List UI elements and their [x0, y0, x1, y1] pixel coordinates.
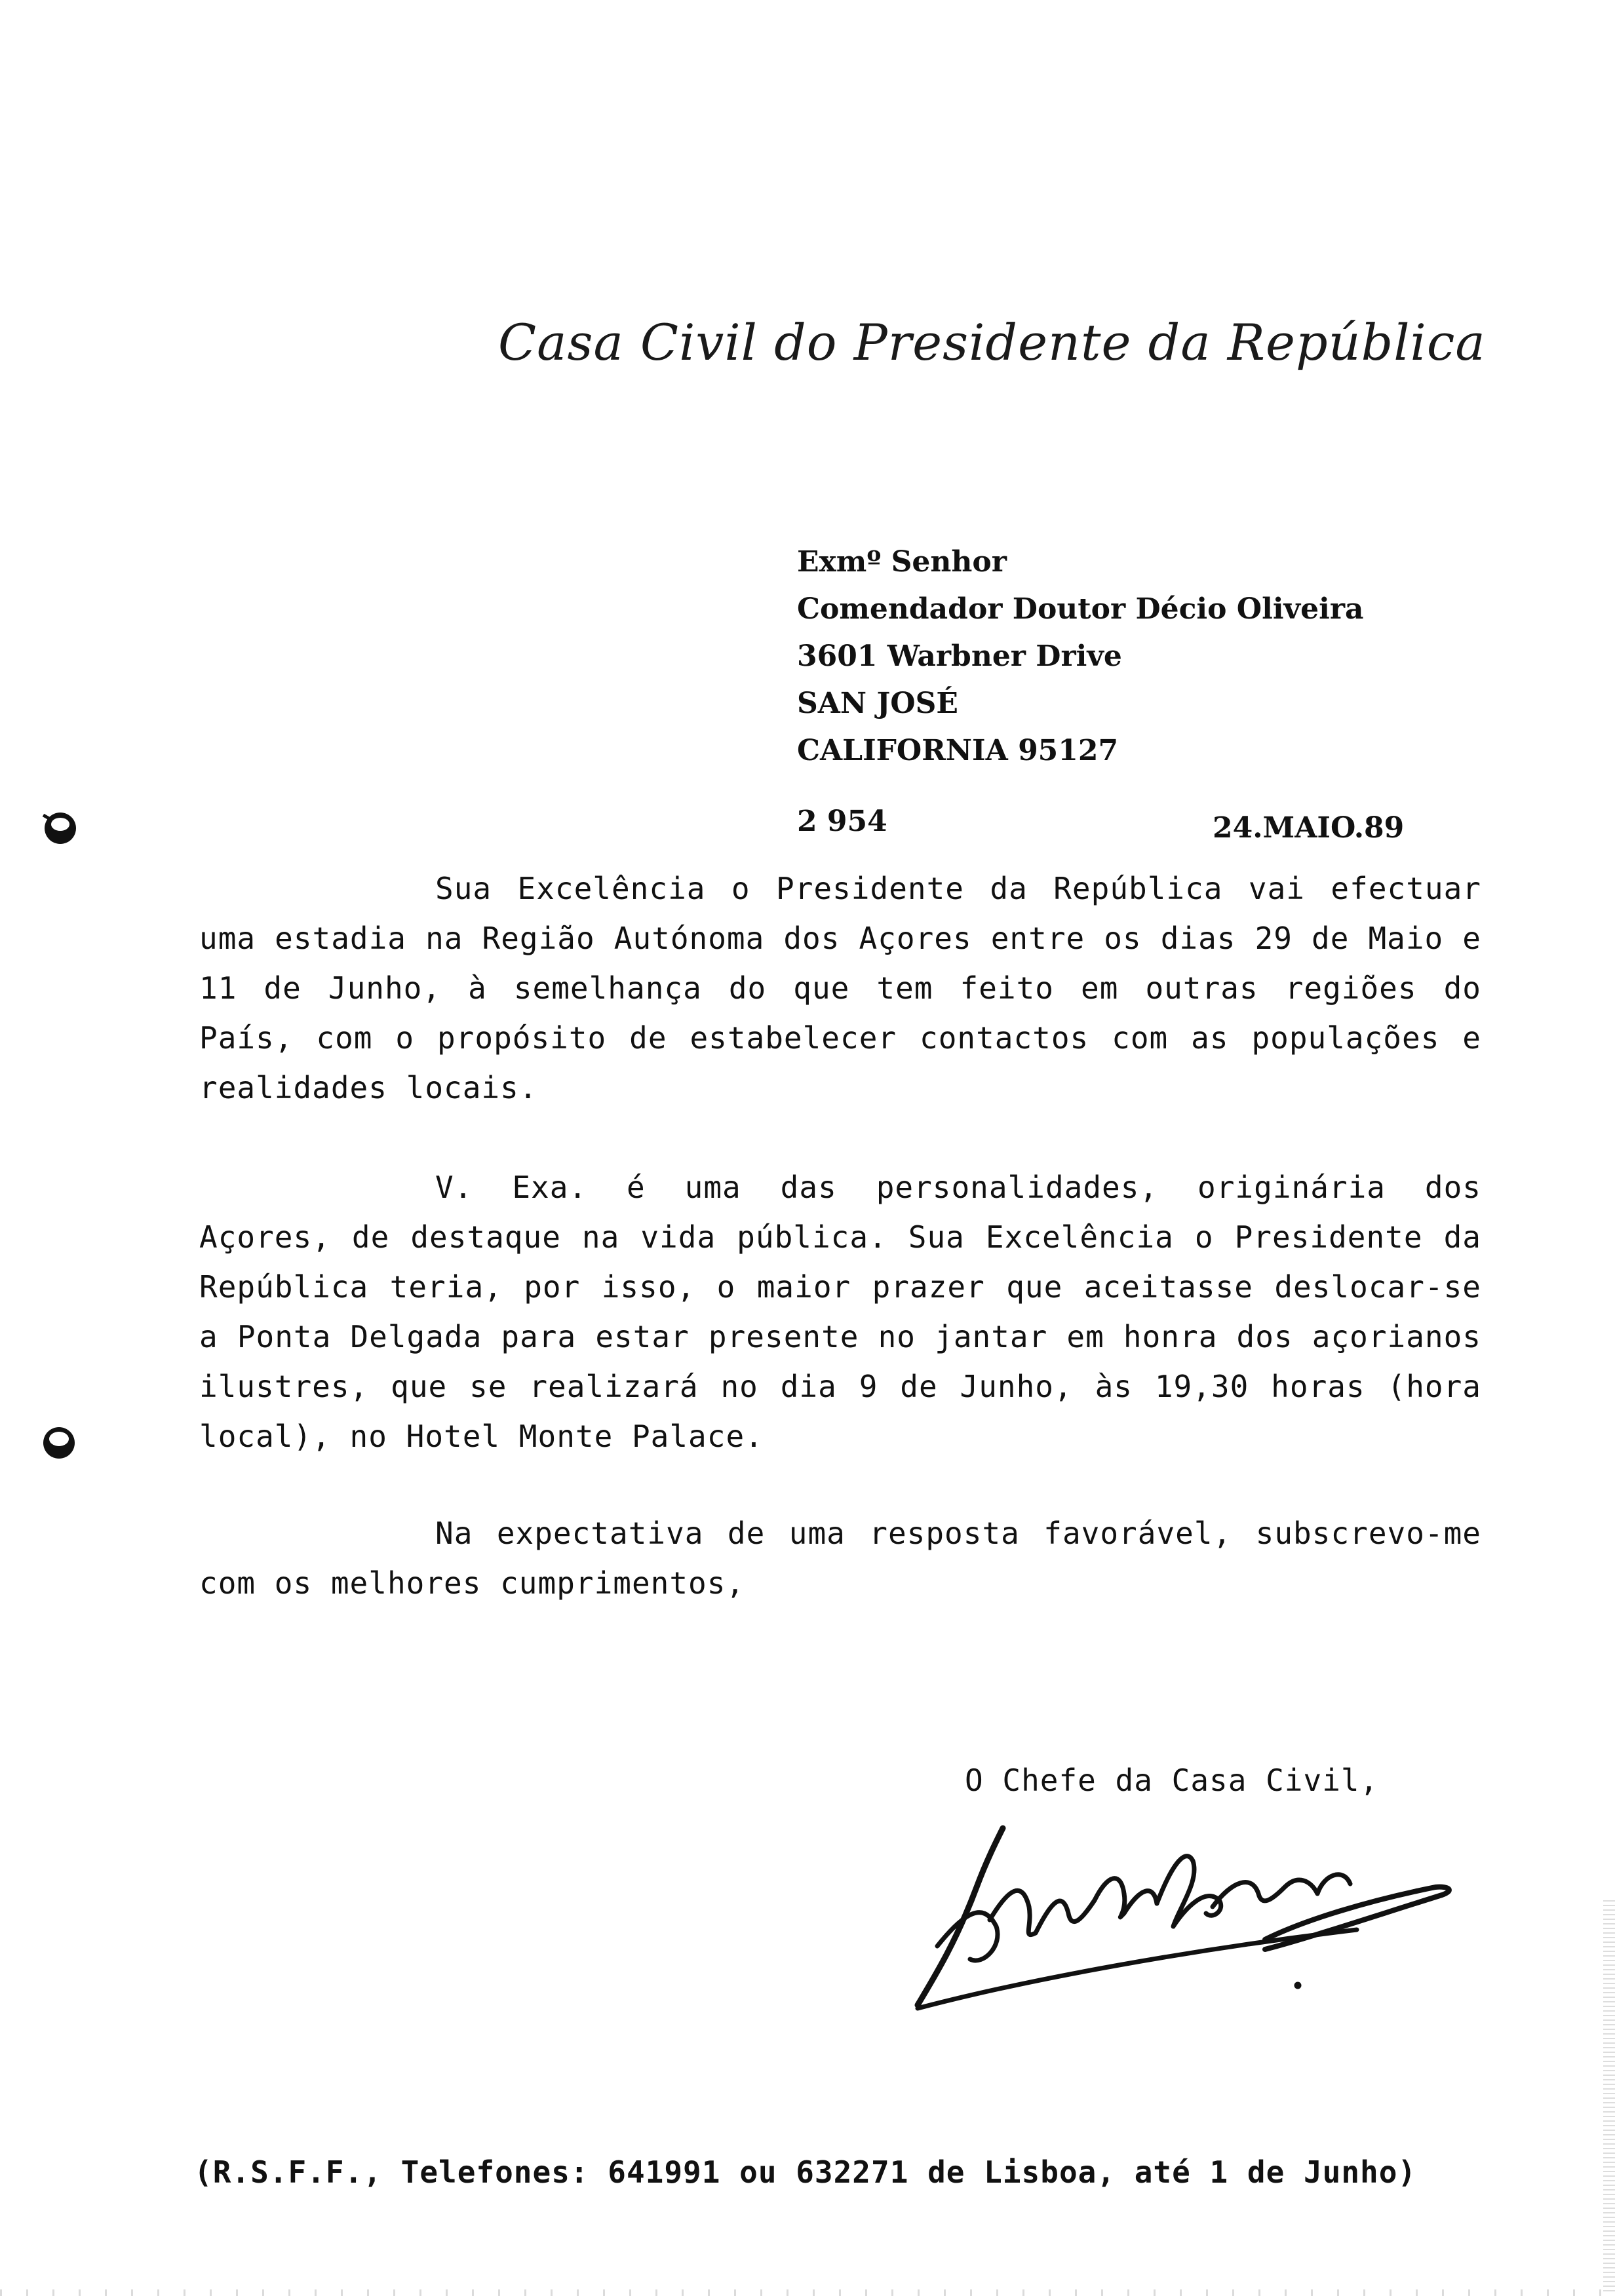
- recipient-line-city: SAN JOSÉ: [797, 687, 958, 720]
- letter-date: 24.MAIO.89: [1213, 811, 1405, 845]
- body-paragraph-1: Sua Excelência o Presidente da República vai efectuar uma estadia na Região Autónoma dos Açores entre os dias 29 de Maio e 11 de Junho, à semelhança do que tem feito em outras regiões do País, com o propósito de estabelecer contactos com as populações e realidades locais.: [199, 871, 1481, 1105]
- punch-hole-icon: [39, 807, 79, 847]
- letterhead: Casa Civil do Presidente da República: [498, 313, 1486, 372]
- footer-note: (R.S.F.F., Telefones: 641991 ou 632271 de Lisboa, até 1 de Junho): [194, 2154, 1417, 2190]
- recipient-line-street: 3601 Warbner Drive: [797, 640, 1122, 673]
- recipient-line-name: Comendador Doutor Décio Oliveira: [797, 592, 1364, 626]
- punch-hole-icon: [39, 1423, 79, 1463]
- body-paragraph-2: V. Exa. é uma das personalidades, originária dos Açores, de destaque na vida pública. Sua Excelência o Presidente da República teria, por isso, o maior prazer que aceitasse deslocar-se a Ponta Delgada para estar presente no jantar em honra dos açorianos ilustres, que se realizará no dia 9 de Junho, às 19,30 horas (hora local), no Hotel Monte Palace.: [199, 1170, 1481, 1454]
- recipient-line-salutation: Exmº Senhor: [797, 545, 1007, 579]
- scan-bottom-artifact: [0, 2289, 1615, 2296]
- handwritten-signature: [898, 1808, 1462, 2025]
- scan-edge-artifact: [1603, 1900, 1615, 2293]
- body-paragraph-3: Na expectativa de uma resposta favorável, subscrevo-me com os melhores cumprimentos,: [199, 1516, 1481, 1601]
- recipient-address: [797, 539, 1364, 775]
- recipient-line-state-zip: CALIFORNIA 95127: [797, 734, 1119, 767]
- closing-line: O Chefe da Casa Civil,: [965, 1763, 1379, 1798]
- reference-number: 2 954: [797, 805, 887, 838]
